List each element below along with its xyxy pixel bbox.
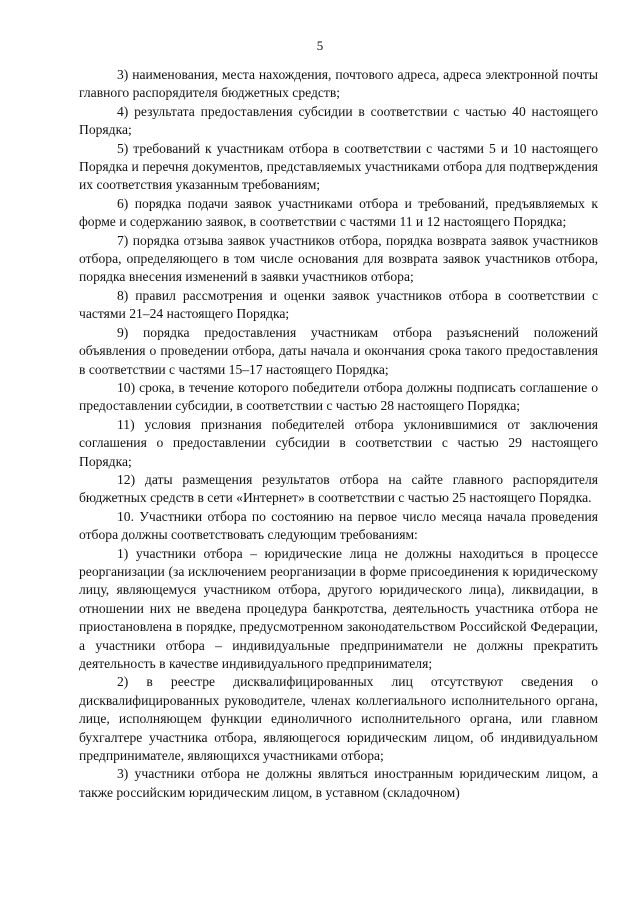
paragraph-item-9: 9) порядка предоставления участникам отбора разъяснений положений объявления о проведении отбора, даты начала и окончания срока такого предоставления в соответствии с частями 15–17 настоящего Порядка; xyxy=(79,324,598,377)
paragraph-item-3: 3) наименования, места нахождения, почтового адреса, адреса электронной почты главного распорядителя бюджетных средств; xyxy=(79,67,598,101)
paragraph-item-4: 4) результата предоставления субсидии в соответствии с частью 40 настоящего Порядка; xyxy=(79,103,598,138)
paragraph-item-5: 5) требований к участникам отбора в соответствии с частями 5 и 10 настоящего Порядка и перечня документов, представляемых участниками отбора для подтверждения их соответствия указанным требованиям; xyxy=(79,140,598,193)
paragraph-item-7: 7) порядка отзыва заявок участников отбора, порядка возврата заявок участников отбора, определяющего в том числе основания для возврата заявок участников отбора, порядка внесения изменений в заявки участников отбора; xyxy=(79,232,598,285)
requirement-item-3: 3) участники отбора не должны являться иностранным юридическим лицом, а также российским юридическим лицом, в уставном (складочном) xyxy=(79,766,598,800)
paragraph-item-8: 8) правил рассмотрения и оценки заявок участников отбора в соответствии с частями 21–24 настоящего Порядка; xyxy=(79,287,598,322)
paragraph-item-11: 11) условия признания победителей отбора уклонившимися от заключения соглашения о предоставлении субсидии в соответствии с частью 29 настоящего Порядка; xyxy=(79,416,598,469)
paragraph-item-10: 10) срока, в течение которого победители отбора должны подписать соглашение о предоставлении субсидии, в соответствии с частью 28 настоящего Порядка; xyxy=(79,379,598,414)
section-10-intro: 10. Участники отбора по состоянию на первое число месяца начала проведения отбора должны соответствовать следующим требованиям: xyxy=(79,508,598,543)
document-body xyxy=(79,66,598,802)
requirement-item-2: 2) в реестре дисквалифицированных лиц отсутствуют сведения о дисквалифицированных руководителе, членах коллегиального исполнительного органа, лице, исполняющем функции единоличного исполнительного органа, или главном бухгалтере участника отбора, являющегося юридическим лицом, об индивидуальном предпринимателе, являющихся участниками отбора; xyxy=(79,674,598,764)
requirement-item-1: 1) участники отбора – юридические лица не должны находиться в процессе реорганизации (за исключением реорганизации в форме присоединения к юридическому лицу, являющемуся участником отбора, другого юридического лица), ликвидации, в отношении них не введена процедура банкротства, деятельность участника отбора не приостановлена в порядке, предусмотренном законодательством Российской Федерации, а участники отбора – индивидуальные предприниматели не должны прекратить деятельность в качестве индивидуального предпринимателя; xyxy=(79,545,598,671)
paragraph-item-12: 12) даты размещения результатов отбора на сайте главного распорядителя бюджетных средств в сети «Интернет» в соответствии с частью 25 настоящего Порядка. xyxy=(79,471,598,506)
page-number: 5 xyxy=(316,38,324,53)
paragraph-item-6: 6) порядка подачи заявок участниками отбора и требований, предъявляемых к форме и содержанию заявок, в соответствии с частями 11 и 12 настоящего Порядка; xyxy=(79,195,598,230)
